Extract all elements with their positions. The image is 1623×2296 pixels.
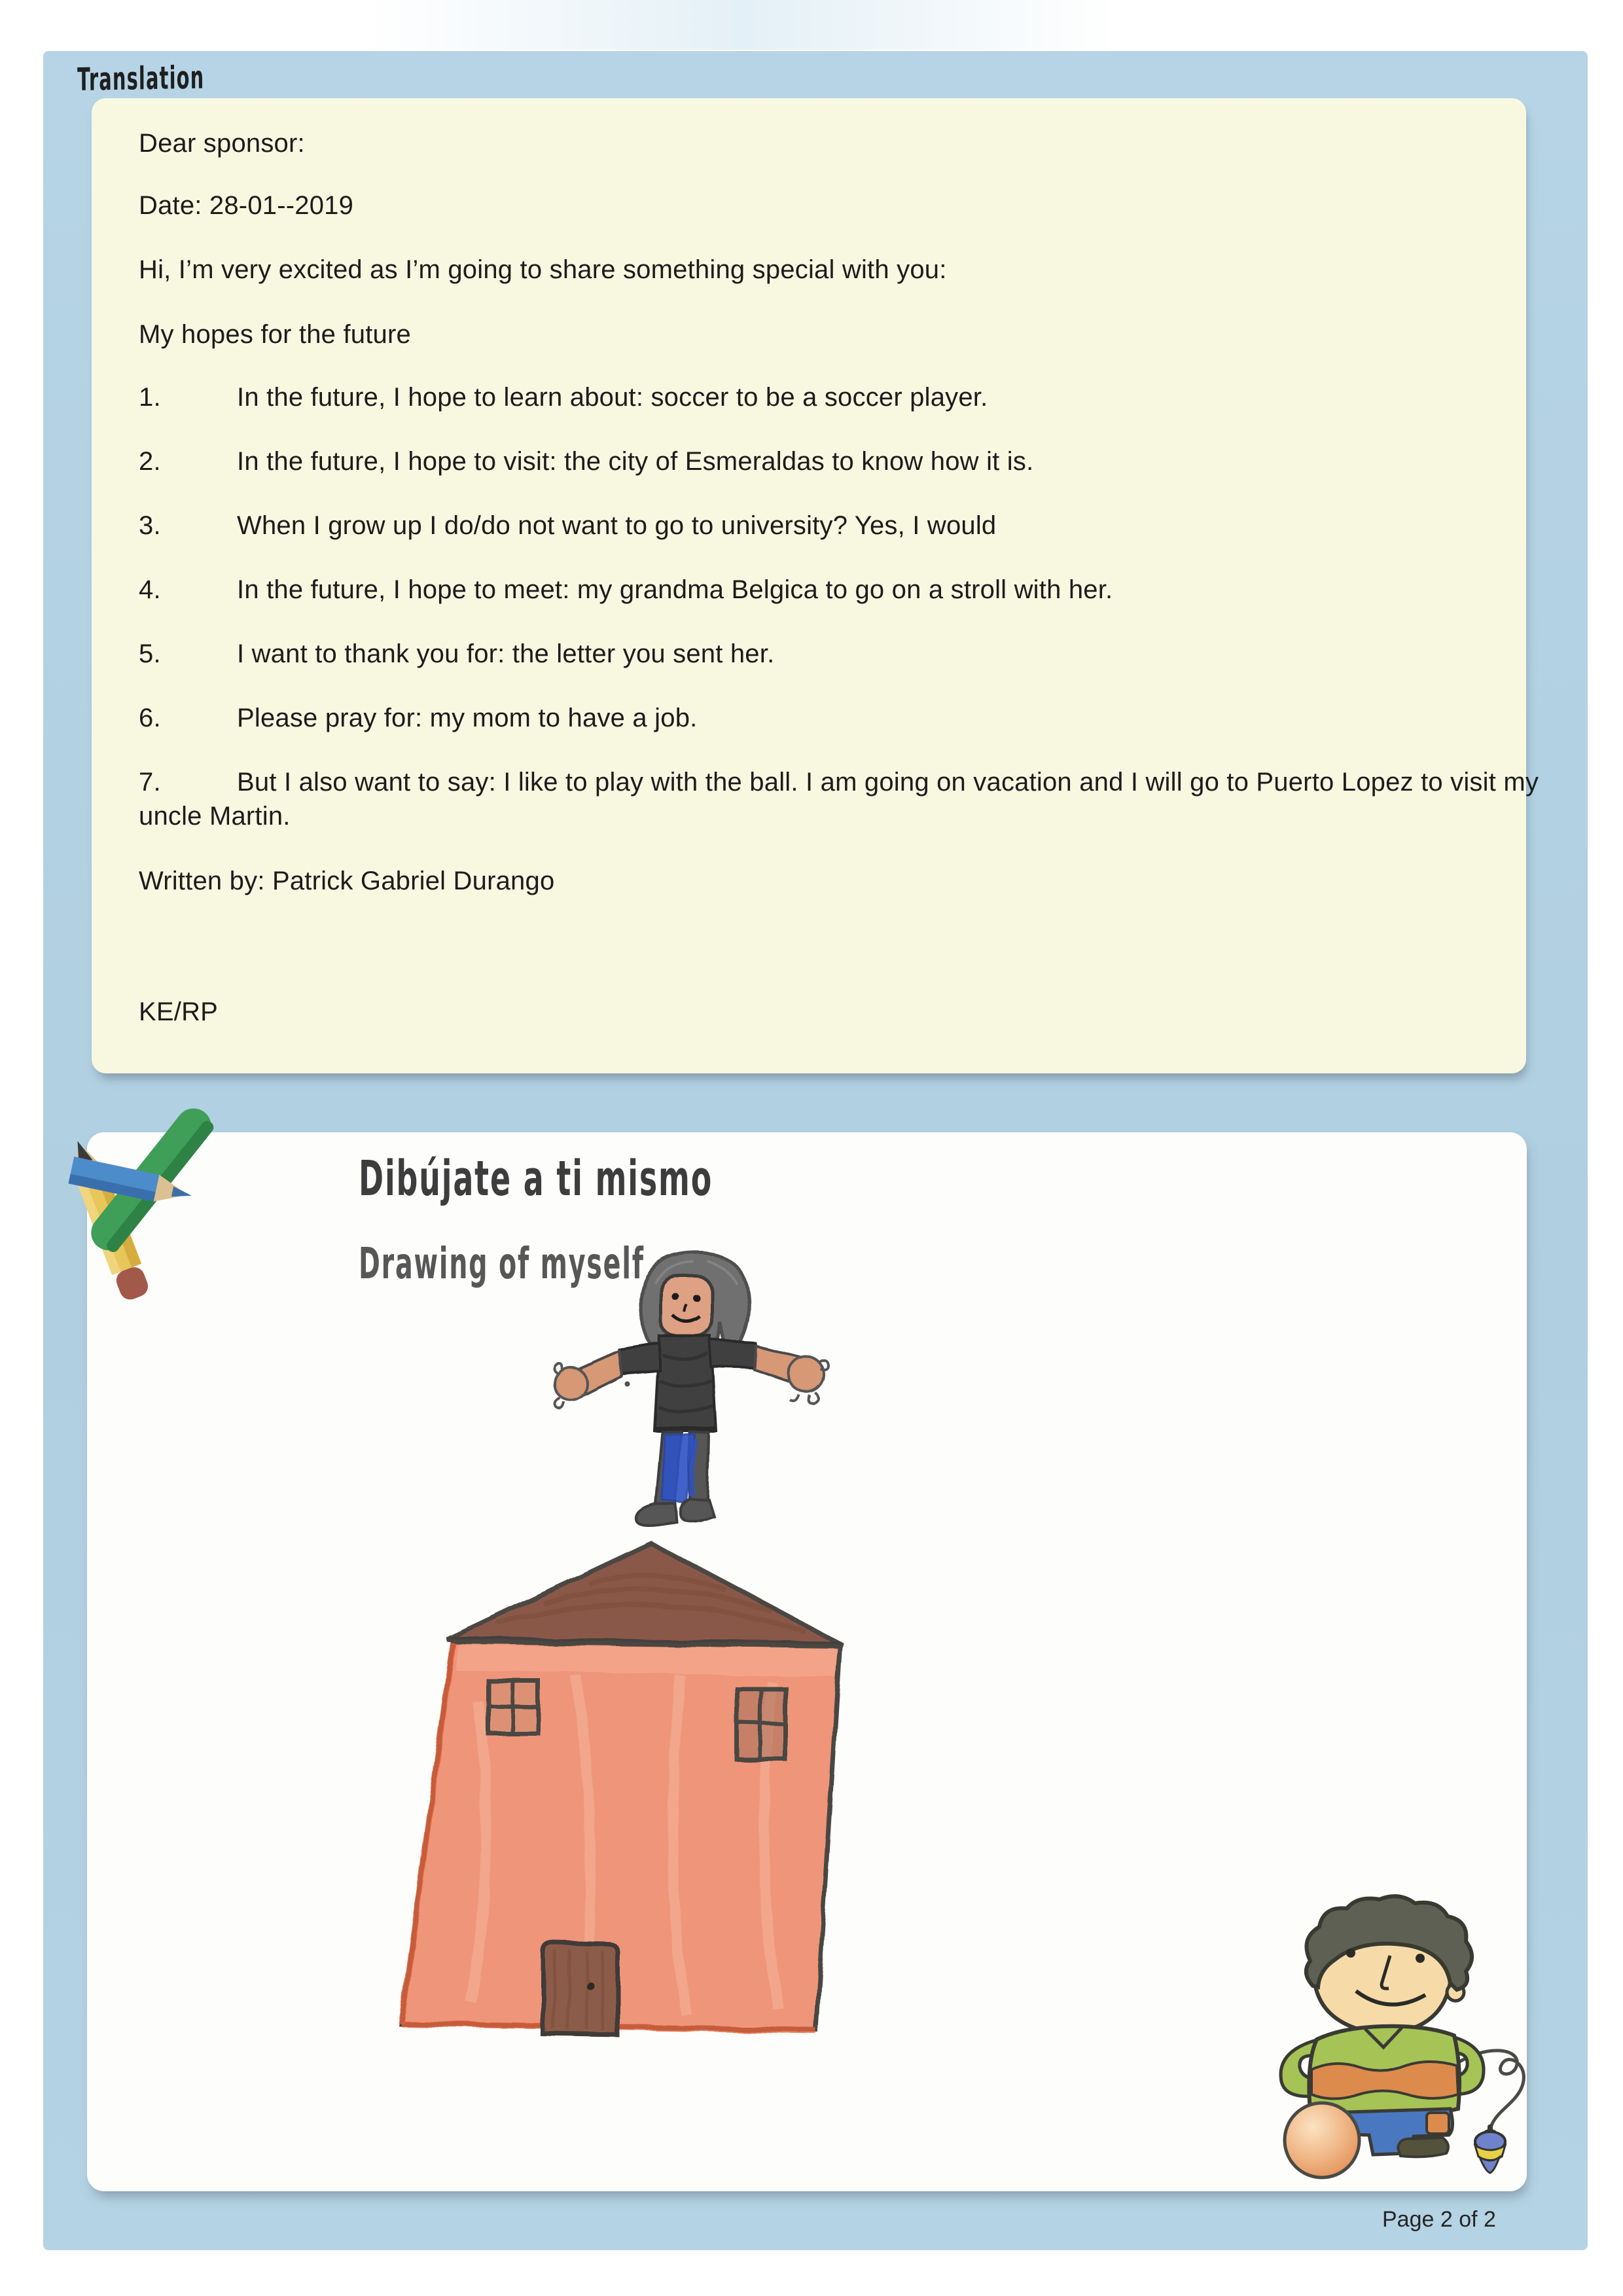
spinning-top [1475, 2125, 1505, 2173]
letter-greeting: Dear sponsor: [139, 129, 305, 158]
list-item [139, 637, 1539, 671]
list-item-text: In the future, I hope to visit: the city of Esmeraldas to know how it is. [237, 447, 1034, 476]
letter-section-title: My hopes for the future [139, 320, 411, 349]
list-item-text: Please pray for: my mom to have a job. [237, 704, 698, 732]
list-item [139, 509, 1539, 543]
drawn-foot [680, 1499, 713, 1521]
list-item-number: 1. [139, 383, 161, 412]
list-item-number: 5. [139, 639, 161, 668]
drawn-hand [789, 1357, 829, 1403]
drawn-window [488, 1681, 538, 1733]
boy-pocket [1427, 2113, 1449, 2134]
letter-intro: Hi, I’m very excited as I’m going to share something special with you: [139, 255, 947, 284]
list-item [139, 573, 1539, 607]
drawing-title-english: Drawing of myself [359, 1238, 645, 1289]
letter-date: Date: 28-01--2019 [139, 191, 354, 220]
page-number-label: Page 2 of 2 [1382, 2207, 1496, 2232]
cartoon-boy-illustration [1273, 1882, 1551, 2193]
list-item-text: But I also want to say: I like to play with the ball. I am going on vacation and I will go to Puerto Lopez to visit my uncle Martin. [139, 768, 1539, 831]
list-item-number: 3. [139, 511, 161, 540]
colored-pencils-illustration [39, 1083, 223, 1332]
drawn-roof [447, 1543, 842, 1645]
list-item-text: I want to thank you for: the letter you sent her. [237, 639, 775, 668]
boy-shoe [1398, 2138, 1448, 2157]
list-item-number: 6. [139, 704, 161, 732]
drawing-title-spanish: Dibújate a ti mismo [359, 1151, 713, 1207]
letter-card [92, 98, 1539, 1073]
list-item-number: 2. [139, 447, 161, 476]
house-drawing [376, 1522, 861, 2045]
list-item-number: 7. [139, 768, 161, 797]
letter-written-by: Written by: Patrick Gabriel Durango [139, 867, 555, 895]
drawn-door [543, 1943, 618, 2036]
list-item-text: In the future, I hope to meet: my grandma Belgica to go on a stroll with her. [237, 575, 1113, 604]
list-item [139, 380, 1539, 414]
list-item-number: 4. [139, 575, 161, 604]
self-portrait-drawing [550, 1244, 831, 1538]
pencil-speck [624, 1381, 630, 1386]
letter-initials: KE/RP [139, 997, 219, 1026]
list-item-text: When I grow up I do/do not want to go to university? Yes, I would [237, 511, 997, 540]
drawn-window [737, 1689, 785, 1759]
list-item-text: In the future, I hope to learn about: soccer to be a soccer player. [237, 383, 988, 412]
scan-artifact-wash [366, 0, 1119, 50]
list-item [139, 444, 1539, 478]
list-item [139, 701, 1539, 735]
translation-heading: Translation [77, 59, 205, 98]
ball [1285, 2103, 1359, 2178]
list-item [139, 765, 1539, 833]
